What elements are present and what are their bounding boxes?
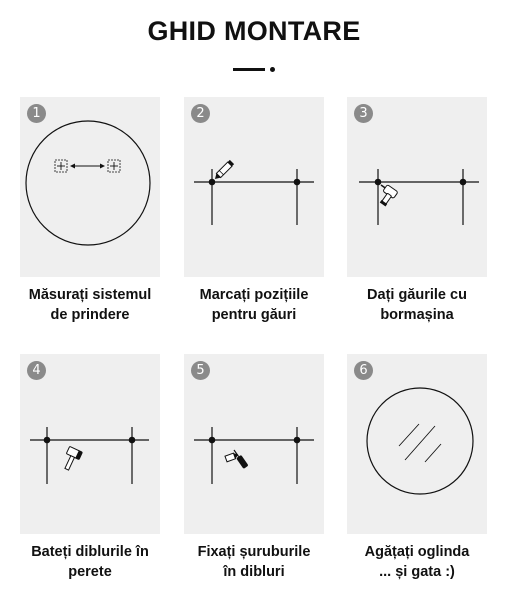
- pencil-icon: [184, 97, 324, 277]
- step-1: [20, 97, 160, 325]
- step-2-caption: Marcați pozițiile pentru găuri: [199, 287, 309, 323]
- step-3: [347, 97, 487, 325]
- step-5-panel: [184, 354, 324, 534]
- step-4-number-badge: 4: [27, 361, 46, 380]
- measure-bracket-icon: [20, 97, 160, 277]
- step-4-caption: Bateți diblurile în perete: [31, 544, 149, 580]
- step-2-number-badge: 2: [191, 104, 210, 123]
- step-6: [347, 354, 487, 582]
- hammer-icon: [20, 354, 160, 534]
- step-5: [184, 354, 324, 582]
- step-1-panel: [20, 97, 160, 277]
- mirror-icon: [347, 354, 487, 534]
- step-6-caption: Agățați oglinda ... și gata :): [364, 544, 470, 580]
- drill-icon: [347, 97, 487, 277]
- step-3-panel: [347, 97, 487, 277]
- title-underline: [233, 68, 265, 71]
- step-1-number-badge: 1: [27, 104, 46, 123]
- title-underline-dot: [270, 67, 275, 72]
- step-4: [20, 354, 160, 582]
- step-4-panel: [20, 354, 160, 534]
- step-6-panel: [347, 354, 487, 534]
- step-3-number-badge: 3: [354, 104, 373, 123]
- step-1-caption: Măsurați sistemul de prindere: [28, 287, 152, 323]
- step-6-number-badge: 6: [354, 361, 373, 380]
- step-5-caption: Fixați șuruburile în dibluri: [197, 544, 311, 580]
- page-title: GHID MONTARE: [147, 16, 361, 46]
- step-3-caption: Dați găurile cu bormașina: [367, 287, 467, 323]
- screwdriver-icon: [184, 354, 324, 534]
- step-5-number-badge: 5: [191, 361, 210, 380]
- step-2: [184, 97, 324, 325]
- step-2-panel: [184, 97, 324, 277]
